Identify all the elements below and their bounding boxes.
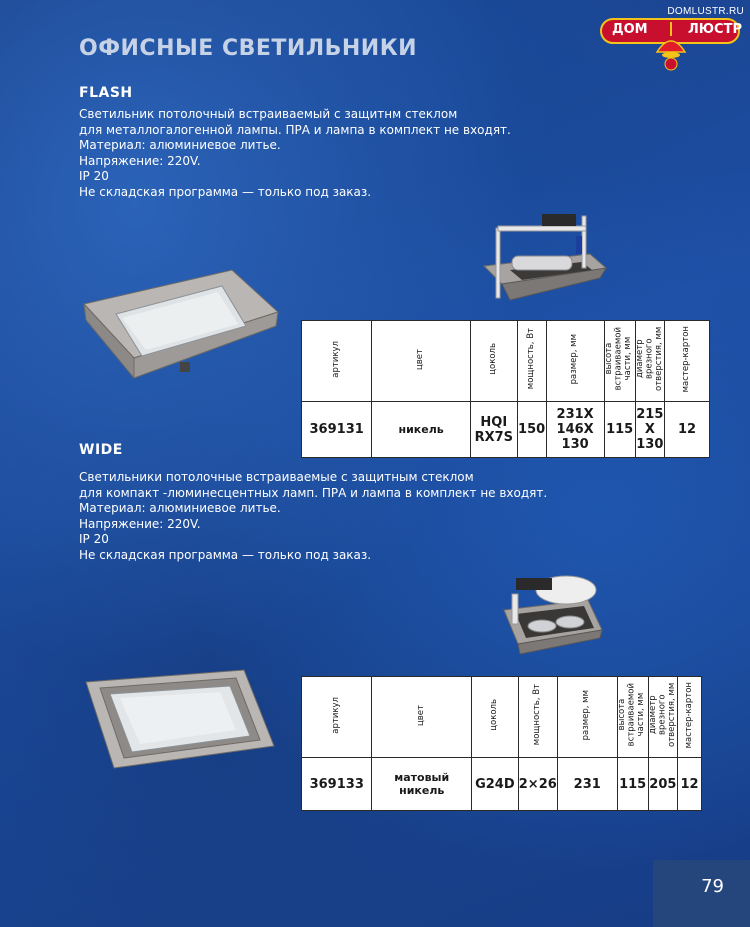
- description-line: Материал: алюминиевое литье.: [79, 138, 281, 152]
- page-number: 79: [701, 876, 724, 897]
- header-power: мощность, Вт: [525, 328, 536, 390]
- cell-height: 115: [604, 402, 635, 458]
- table-header-cell: [546, 321, 604, 402]
- table-header-cell: [635, 321, 665, 402]
- header-master-carton: мастер-картон: [683, 681, 694, 749]
- table-header-cell: [372, 677, 472, 758]
- table-header-cell: [470, 321, 517, 402]
- cell-master-carton: 12: [678, 758, 702, 811]
- header-color: цвет: [415, 704, 426, 726]
- header-power: мощность, Вт: [532, 684, 543, 746]
- header-size: размер, мм: [581, 689, 592, 741]
- cutout-value: 215 Х 130: [636, 407, 664, 452]
- wide-fixture-interior-image: [496, 570, 606, 656]
- description-line: Светильник потолочный встраиваемый с защитнм стеклом: [79, 107, 458, 121]
- table-header-cell: [617, 677, 648, 758]
- description-line: Материал: алюминиевое литье.: [79, 501, 281, 515]
- header-color: цвет: [415, 348, 426, 370]
- description-line: IP 20: [79, 169, 109, 183]
- header-article: артикул: [330, 340, 341, 378]
- header-cutout: диаметр врезного отверстия, мм: [647, 682, 677, 748]
- header-article: артикул: [330, 696, 341, 734]
- cell-socket: [470, 402, 517, 458]
- wide-description: [79, 470, 547, 563]
- table-header-cell: [678, 677, 702, 758]
- description-line: Напряжение: 220V.: [79, 153, 201, 168]
- wide-spec-table: [301, 676, 702, 811]
- cell-power: 2×26: [518, 758, 557, 811]
- table-header-row: [302, 321, 710, 402]
- cell-power: 150: [517, 402, 546, 458]
- logo-word-right: ЛЮСТР: [688, 22, 742, 37]
- cell-article: 369131: [302, 402, 372, 458]
- description-line: IP 20: [79, 532, 109, 546]
- table-header-cell: [557, 677, 617, 758]
- chandelier-icon: [654, 22, 688, 74]
- cell-article: 369133: [302, 758, 372, 811]
- header-size: размер, мм: [569, 333, 580, 385]
- socket-value: HQI RX7S: [474, 414, 514, 445]
- table-row: [302, 758, 702, 811]
- description-line: Светильники потолочные встраиваемые с защитным стеклом: [79, 470, 474, 484]
- table-header-cell: [471, 677, 518, 758]
- cell-socket: G24D: [471, 758, 518, 811]
- header-socket: цоколь: [488, 343, 499, 375]
- cell-size: [546, 402, 604, 458]
- description-line: Напряжение: 220V.: [79, 516, 201, 531]
- table-row: [302, 402, 710, 458]
- description-line: для металлогалогенной лампы. ПРА и лампа в комплект не входят.: [79, 122, 511, 137]
- header-master-carton: мастер-картон: [681, 325, 692, 393]
- table-header-cell: [604, 321, 635, 402]
- table-header-cell: [648, 677, 678, 758]
- cell-master-carton: 12: [665, 402, 710, 458]
- flash-fixture-image: [82, 262, 282, 386]
- header-height: высота встраиваемой части, мм: [604, 327, 634, 391]
- page-number-box: [653, 860, 750, 927]
- table-header-cell: [302, 321, 372, 402]
- brand-logo: [596, 6, 746, 74]
- table-header-cell: [517, 321, 546, 402]
- flash-description: [79, 107, 511, 200]
- flash-fixture-interior-image: [482, 208, 608, 310]
- flash-spec-table: [301, 320, 710, 458]
- cell-color: никель: [372, 402, 471, 458]
- table-header-cell: [372, 321, 471, 402]
- cell-cutout: [635, 402, 665, 458]
- cell-height: 115: [617, 758, 648, 811]
- wide-fixture-image: [84, 668, 276, 770]
- header-socket: цоколь: [489, 699, 500, 731]
- header-height: высота встраиваемой части, мм: [617, 683, 647, 747]
- table-header-cell: [518, 677, 557, 758]
- size-value: 231Х 146Х 130: [556, 407, 594, 452]
- logo-word-left: ДОМ: [612, 22, 648, 37]
- page-title: ОФИСНЫЕ СВЕТИЛЬНИКИ: [79, 36, 418, 61]
- cell-size: 231: [557, 758, 617, 811]
- cell-cutout: 205: [648, 758, 678, 811]
- cell-color: матовый никель: [372, 758, 472, 811]
- table-header-cell: [302, 677, 372, 758]
- wide-heading: WIDE: [79, 442, 123, 458]
- description-line: для компакт -люминесцентных ламп. ПРА и лампа в комплект не входят.: [79, 485, 548, 500]
- table-header-row: [302, 677, 702, 758]
- description-line: Не складская программа — только под заказ.: [79, 184, 372, 199]
- flash-heading: FLASH: [79, 85, 133, 101]
- logo-domain-text: DOMLUSTR.RU: [667, 6, 744, 17]
- table-header-cell: [665, 321, 710, 402]
- header-cutout: диаметр врезного отверстия, мм: [634, 326, 664, 392]
- description-line: Не складская программа — только под заказ.: [79, 547, 372, 562]
